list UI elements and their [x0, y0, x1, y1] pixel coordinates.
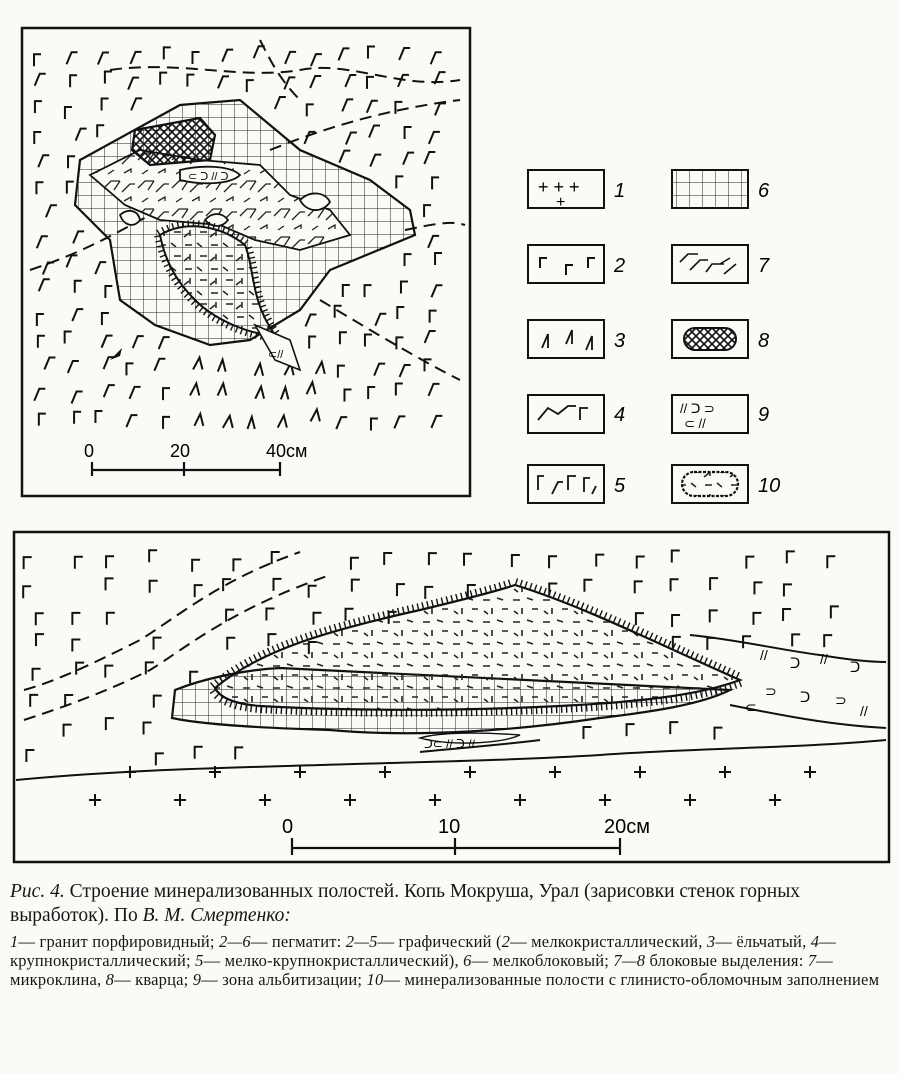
legend-swatch-1 — [528, 170, 604, 211]
host-mark — [106, 578, 114, 590]
host-mark — [351, 558, 359, 570]
albitization-mark: // — [760, 647, 768, 663]
host-mark — [345, 75, 356, 87]
host-mark — [67, 52, 78, 64]
caption-item-text: — крупнокристаллический; — [10, 932, 836, 970]
host-mark — [255, 364, 263, 376]
bottom-scale-tick-0: 0 — [282, 816, 294, 838]
host-mark — [670, 722, 678, 734]
host-mark — [284, 77, 295, 89]
host-mark — [344, 389, 351, 401]
svg-text:// ᑐ ⊃: // ᑐ ⊃ — [680, 401, 715, 416]
host-mark — [65, 331, 72, 343]
caption-item-num: 4 — [810, 932, 820, 951]
legend-number-2: 2 — [614, 255, 626, 277]
host-mark — [707, 638, 715, 650]
host-mark — [307, 104, 314, 116]
host-mark — [190, 383, 199, 395]
host-mark — [195, 585, 203, 597]
host-mark — [39, 414, 46, 426]
host-mark — [30, 695, 38, 707]
legend-number-10: 10 — [758, 475, 781, 497]
host-mark — [70, 75, 77, 87]
host-mark — [339, 151, 350, 163]
caption-title-text: Строение минерализованных полостей. Копь Мокруша, Урал (зарисовки стенок горных выработок). По — [10, 881, 801, 926]
host-mark — [403, 153, 414, 165]
host-mark — [192, 52, 199, 64]
host-mark — [710, 610, 718, 622]
host-mark — [310, 76, 321, 88]
albitization-mark: ⊂ — [745, 699, 757, 715]
host-mark — [435, 103, 446, 115]
host-mark — [425, 587, 433, 599]
host-mark — [247, 80, 254, 92]
host-mark — [343, 285, 350, 297]
host-mark — [227, 638, 235, 650]
host-mark — [396, 176, 403, 188]
bottom-small-lens-marks: ᑐ⊂ // ᑐ // — [424, 737, 475, 751]
host-mark — [44, 357, 55, 369]
host-mark — [549, 556, 557, 568]
top-scale-tick-20: 20 — [170, 441, 191, 461]
granite-mark — [124, 766, 136, 778]
host-mark — [431, 285, 442, 297]
legend-number-5: 5 — [614, 475, 626, 497]
granite-mark — [514, 794, 526, 806]
host-mark — [311, 409, 320, 421]
top-scale-bar — [92, 462, 280, 476]
bottom-section — [14, 532, 889, 862]
bottom-scale-bar — [292, 838, 620, 855]
bottom-scale-tick-20: 20см — [604, 816, 650, 838]
legend-swatch-7 — [672, 245, 748, 283]
caption-item-text: — кварца; — [114, 970, 193, 989]
host-mark — [352, 580, 360, 592]
host-mark — [98, 53, 109, 65]
host-mark — [163, 417, 170, 429]
host-mark — [35, 101, 42, 113]
caption-item-num: 2—5 — [345, 932, 378, 951]
host-mark — [102, 336, 113, 348]
host-mark — [272, 552, 280, 564]
legend-swatch-3 — [528, 320, 604, 358]
host-mark — [710, 578, 718, 590]
host-mark — [316, 362, 325, 374]
caption-item-num: 9 — [192, 970, 202, 989]
caption-item-num: 1 — [10, 932, 19, 951]
host-mark — [95, 411, 102, 423]
host-mark — [309, 336, 316, 348]
host-mark — [425, 331, 436, 343]
host-mark — [338, 48, 349, 60]
host-mark — [671, 579, 679, 591]
caption-item-text: блоковые выделения: — [645, 951, 808, 970]
host-mark — [424, 205, 431, 217]
host-mark — [65, 107, 72, 119]
legend-swatch-2 — [528, 245, 604, 283]
granite-mark — [379, 766, 391, 778]
granite-mark — [174, 794, 186, 806]
host-mark — [374, 364, 385, 376]
granite-mark — [769, 794, 781, 806]
host-mark — [218, 384, 227, 396]
host-mark — [218, 76, 229, 88]
albitization-mark: ᑐ — [850, 659, 861, 675]
host-mark — [754, 582, 762, 594]
caption-legend-text — [10, 932, 890, 989]
host-mark — [365, 335, 372, 347]
host-mark — [429, 132, 440, 144]
host-mark — [266, 608, 274, 620]
host-mark — [627, 724, 635, 736]
host-mark — [233, 559, 241, 571]
host-mark — [34, 132, 41, 144]
host-mark — [275, 97, 286, 109]
caption-item-num: 7 — [807, 951, 817, 970]
host-mark — [281, 387, 288, 399]
granite-mark — [464, 766, 476, 778]
host-mark — [435, 253, 442, 265]
host-mark — [637, 556, 645, 568]
host-mark — [192, 560, 200, 572]
host-mark — [74, 412, 81, 424]
caption-item-text: — графический ( — [377, 932, 502, 951]
granite-mark — [429, 794, 441, 806]
host-mark — [831, 606, 839, 618]
host-mark — [346, 133, 357, 145]
host-mark — [430, 311, 437, 323]
host-mark — [154, 696, 162, 708]
host-mark — [367, 101, 378, 113]
host-mark — [314, 613, 322, 625]
host-mark — [396, 337, 403, 349]
top-albitization-marks: ⊂ ᑐ // ᑐ — [188, 171, 229, 183]
caption-item-num: 7—8 — [613, 951, 646, 970]
host-mark — [583, 727, 591, 739]
host-mark — [428, 236, 439, 248]
host-mark — [368, 387, 375, 399]
host-mark — [375, 314, 386, 326]
host-mark — [247, 417, 254, 429]
host-mark — [67, 182, 74, 194]
granite-mark — [719, 766, 731, 778]
caption-item-text: — мелкоблоковый; — [471, 951, 614, 970]
host-mark — [394, 416, 405, 428]
host-mark — [340, 332, 347, 344]
host-mark — [365, 285, 372, 297]
host-mark — [367, 77, 374, 89]
caption-item-num: 3 — [706, 932, 716, 951]
legend-number-1: 1 — [614, 180, 626, 202]
host-mark — [429, 384, 440, 396]
legend-number-4: 4 — [614, 404, 626, 426]
host-mark — [35, 74, 46, 86]
granite-mark — [804, 766, 816, 778]
albitization-mark: // — [860, 703, 868, 719]
granite-mark — [344, 794, 356, 806]
host-mark — [46, 205, 57, 217]
caption-item-text: — ёльчатый, — [715, 932, 811, 951]
bottom-scale-tick-10: 10 — [438, 816, 461, 838]
host-mark — [66, 255, 77, 267]
host-mark — [154, 359, 165, 371]
albitization-mark: ᑐ — [800, 689, 811, 705]
host-mark — [672, 551, 680, 563]
host-mark — [397, 584, 405, 596]
host-mark — [635, 581, 643, 593]
host-mark — [105, 666, 113, 678]
host-mark — [195, 747, 203, 759]
albitization-mark: ⊃ — [835, 692, 847, 708]
bottom-vein-upper — [690, 635, 886, 662]
host-mark — [405, 127, 412, 139]
host-mark — [107, 613, 115, 625]
host-mark — [405, 254, 412, 266]
host-mark — [149, 550, 157, 562]
host-mark — [36, 634, 44, 646]
host-mark — [72, 309, 83, 321]
caption-item-text: — микроклина, — [10, 951, 833, 989]
host-mark — [106, 556, 114, 568]
host-mark — [68, 361, 79, 373]
legend-swatch-5 — [528, 465, 604, 503]
host-mark — [75, 281, 82, 293]
caption-item-num: 8 — [105, 970, 115, 989]
top-scale-tick-0: 0 — [84, 441, 95, 461]
granite-mark — [634, 766, 646, 778]
host-mark — [398, 75, 409, 87]
host-mark — [102, 98, 109, 110]
granite-mark — [89, 794, 101, 806]
granite-mark — [294, 766, 306, 778]
host-mark — [36, 613, 44, 625]
host-mark — [746, 557, 754, 569]
host-mark — [133, 336, 144, 348]
host-mark — [164, 47, 171, 59]
host-mark — [97, 125, 104, 137]
host-mark — [273, 579, 281, 591]
host-mark — [285, 52, 296, 64]
top-scale-tick-40: 40см — [266, 441, 308, 461]
host-mark — [163, 388, 170, 400]
bottom-mineralized-cavity — [215, 585, 740, 710]
host-mark — [824, 635, 832, 647]
host-mark — [26, 750, 34, 762]
host-mark — [395, 102, 402, 114]
host-mark — [399, 48, 410, 60]
host-mark — [368, 47, 375, 59]
host-mark — [104, 385, 115, 397]
granite-mark — [599, 794, 611, 806]
host-mark — [464, 554, 472, 566]
host-mark — [424, 152, 435, 164]
caption-item-num: 2—6 — [219, 932, 251, 951]
top-tail-marks: ⊂// — [268, 349, 284, 361]
host-mark — [72, 392, 83, 404]
host-mark — [787, 551, 795, 563]
caption-item-num: 10 — [366, 970, 384, 989]
caption-item-text: — зона альбитизации; — [201, 970, 367, 989]
host-mark — [549, 584, 557, 596]
host-mark — [128, 78, 139, 90]
host-mark — [24, 557, 32, 569]
host-mark — [39, 279, 50, 291]
host-mark — [512, 555, 520, 567]
host-mark — [431, 52, 442, 64]
legend — [528, 170, 780, 503]
host-mark — [371, 419, 378, 431]
host-mark — [306, 314, 317, 326]
host-mark — [38, 155, 49, 167]
host-mark — [73, 231, 84, 243]
bottom-granite-symbols — [89, 766, 816, 806]
host-mark — [131, 52, 142, 64]
host-mark — [37, 236, 48, 248]
host-mark — [126, 363, 133, 375]
host-mark — [784, 584, 792, 596]
host-mark — [311, 54, 322, 66]
legend-number-8: 8 — [758, 330, 770, 352]
legend-swatch-6 — [672, 170, 748, 208]
host-mark — [68, 156, 75, 168]
host-mark — [72, 639, 80, 651]
host-mark — [160, 73, 167, 85]
granite-mark — [684, 794, 696, 806]
host-mark — [37, 314, 44, 326]
host-mark — [255, 387, 264, 399]
host-mark — [369, 125, 380, 137]
host-mark — [714, 728, 722, 740]
caption-title — [10, 880, 890, 928]
host-mark — [36, 182, 43, 194]
host-mark — [33, 669, 41, 681]
host-mark — [223, 416, 233, 428]
host-mark — [131, 98, 142, 110]
host-mark — [194, 414, 203, 426]
legend-swatch-10 — [672, 465, 748, 503]
host-mark — [150, 581, 158, 593]
host-mark — [401, 282, 408, 294]
host-mark — [23, 586, 31, 598]
bottom-albitization-marks — [745, 647, 868, 719]
host-mark — [429, 553, 437, 565]
host-mark — [792, 634, 800, 646]
host-mark — [187, 75, 194, 87]
host-mark — [95, 262, 106, 274]
caption-fig-label: Рис. 4. — [10, 881, 65, 902]
host-mark — [753, 613, 761, 625]
granite-mark — [549, 766, 561, 778]
host-mark — [268, 634, 276, 646]
host-mark — [105, 286, 112, 298]
host-mark — [222, 50, 233, 62]
top-section — [22, 28, 470, 496]
legend-number-7: 7 — [758, 255, 770, 277]
granite-mark — [259, 794, 271, 806]
host-mark — [636, 613, 644, 625]
caption-item-text: — гранит порфировидный; — [18, 932, 220, 951]
host-mark — [34, 389, 45, 401]
caption-item-num: 5 — [195, 951, 204, 970]
figure-caption — [10, 880, 890, 989]
svg-text:⊂ //: ⊂ // — [684, 416, 706, 431]
host-mark — [159, 337, 170, 349]
host-mark — [783, 609, 791, 621]
host-mark — [156, 753, 164, 765]
albitization-mark: ⊃ — [765, 683, 777, 699]
host-mark — [338, 366, 345, 378]
legend-number-3: 3 — [614, 330, 626, 352]
host-mark — [397, 307, 404, 319]
legend-swatch-8 — [672, 320, 748, 358]
host-mark — [104, 357, 115, 369]
legend-number-9: 9 — [758, 404, 770, 426]
albitization-mark: ᑐ — [790, 655, 801, 671]
caption-item-text: — мелко-крупнокристаллический), — [203, 951, 464, 970]
host-mark — [34, 54, 41, 66]
host-mark — [154, 638, 162, 650]
legend-number-6: 6 — [758, 180, 770, 202]
host-mark — [64, 725, 72, 737]
host-mark — [309, 586, 317, 598]
caption-author: В. М. Смертенко: — [142, 905, 291, 926]
host-mark — [38, 336, 45, 348]
caption-item-text: — пегматит: — [250, 932, 346, 951]
svg-text:+: + — [556, 194, 566, 211]
host-mark — [596, 555, 604, 567]
host-mark — [235, 747, 243, 759]
legend-swatch-4 — [528, 395, 604, 433]
host-mark — [218, 360, 226, 372]
host-mark — [672, 615, 680, 627]
albitization-mark: // — [820, 651, 828, 667]
svg-text:+ + +: + + + — [538, 177, 580, 197]
host-mark — [342, 99, 353, 111]
host-mark — [193, 357, 202, 369]
host-mark — [307, 382, 316, 394]
legend-swatch-9 — [672, 395, 748, 433]
host-mark — [346, 609, 354, 621]
host-mark — [384, 553, 392, 565]
host-mark — [827, 556, 835, 568]
host-mark — [105, 72, 112, 84]
host-mark — [431, 416, 442, 428]
host-mark — [400, 365, 411, 377]
host-mark — [130, 387, 141, 399]
host-mark — [584, 580, 592, 592]
host-mark — [76, 129, 87, 141]
host-mark — [75, 557, 83, 569]
top-small-mark — [110, 348, 122, 360]
host-mark — [144, 722, 152, 734]
host-mark — [370, 155, 381, 167]
caption-item-num: 2 — [501, 932, 511, 951]
host-mark — [126, 415, 137, 427]
host-mark — [106, 718, 114, 730]
caption-item-text: — мелкокристаллический, — [510, 932, 707, 951]
host-mark — [72, 613, 80, 625]
host-mark — [432, 177, 439, 189]
host-mark — [336, 417, 347, 429]
caption-item-text: — минерализованные полости с глинисто-обломочным заполнением — [383, 970, 880, 989]
host-mark — [278, 416, 287, 428]
caption-item-num: 6 — [463, 951, 472, 970]
host-mark — [396, 384, 403, 396]
host-mark — [102, 313, 109, 325]
